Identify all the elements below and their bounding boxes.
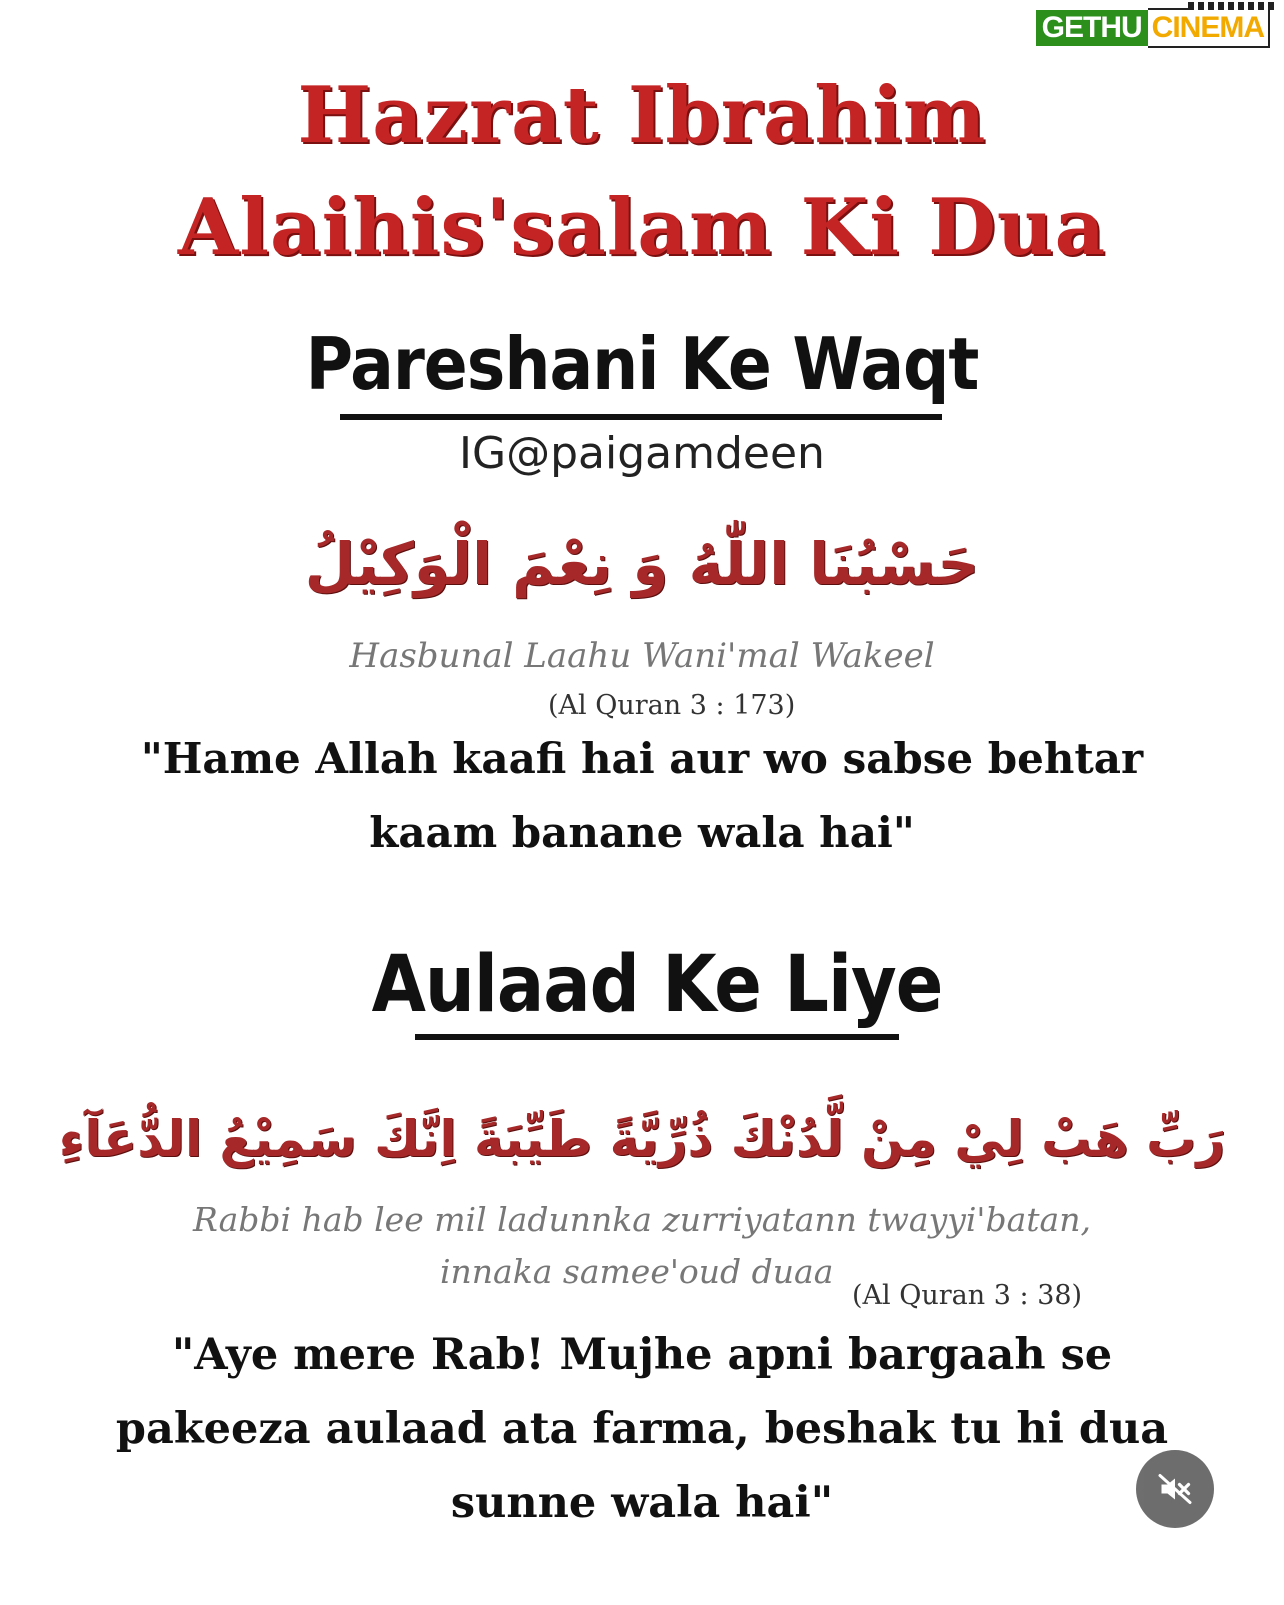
section2-meaning-line-2: pakeeza aulaad ata farma, beshak tu hi dua: [115, 1404, 1169, 1454]
title-line-2: Alaihis'salam Ki Dua: [177, 182, 1107, 273]
section1-heading: Pareshani Ke Waqt: [305, 322, 979, 406]
section1-heading-wrap: [0, 322, 1284, 406]
section2-heading: Aulaad Ke Liye: [371, 940, 943, 1030]
section1-transliteration: Hasbunal Laahu Wani'mal Wakeel: [349, 636, 935, 676]
section1-meaning-line-1: "Hame Allah kaafi hai aur wo sabse behtar: [140, 734, 1144, 783]
section2-reference: (Al Quran 3 : 38): [852, 1280, 1083, 1311]
section2-meaning-line-3: sunne wala hai": [450, 1478, 834, 1528]
section2-meaning-line-1: "Aye mere Rab! Mujhe apni bargaah se: [171, 1330, 1113, 1380]
section2-transliteration-line-2: innaka samee'oud duaa: [440, 1252, 834, 1291]
watermark-logo: [1036, 8, 1270, 48]
section2-meaning: [0, 1318, 1284, 1540]
instagram-handle: IG@paigamdeen: [459, 428, 825, 479]
speaker-muted-icon: [1157, 1471, 1193, 1507]
page-title: [0, 60, 1284, 284]
section2-heading-wrap: [0, 940, 1284, 1030]
watermark-left-text: GETHU: [1036, 10, 1148, 46]
mute-button[interactable]: [1136, 1450, 1214, 1528]
watermark-right-text: CINEMA: [1148, 8, 1270, 48]
section1-heading-underline: [340, 414, 942, 420]
title-line-1: Hazrat Ibrahim: [297, 70, 987, 161]
section1-arabic-text: حَسْبُنَا اللّٰهُ وَ نِعْمَ الْوَكِيْلُ: [304, 530, 980, 598]
section2-arabic-text: رَبِّ هَبْ لِيْ مِنْ لَّدُنْكَ ذُرِّيَّةً طَيِّبَةً اِنَّكَ سَمِيْعُ الدُّعَآءِ: [58, 1110, 1226, 1168]
section1-reference: (Al Quran 3 : 173): [548, 690, 796, 721]
section1-meaning: [0, 722, 1284, 870]
film-strip-icon: [1188, 2, 1274, 10]
section2-heading-underline: [415, 1034, 899, 1040]
section2-transliteration-line-1: Rabbi hab lee mil ladunnka zurriyatann twayyi'batan,: [193, 1200, 1091, 1239]
section1-meaning-line-2: kaam banane wala hai": [369, 808, 915, 857]
